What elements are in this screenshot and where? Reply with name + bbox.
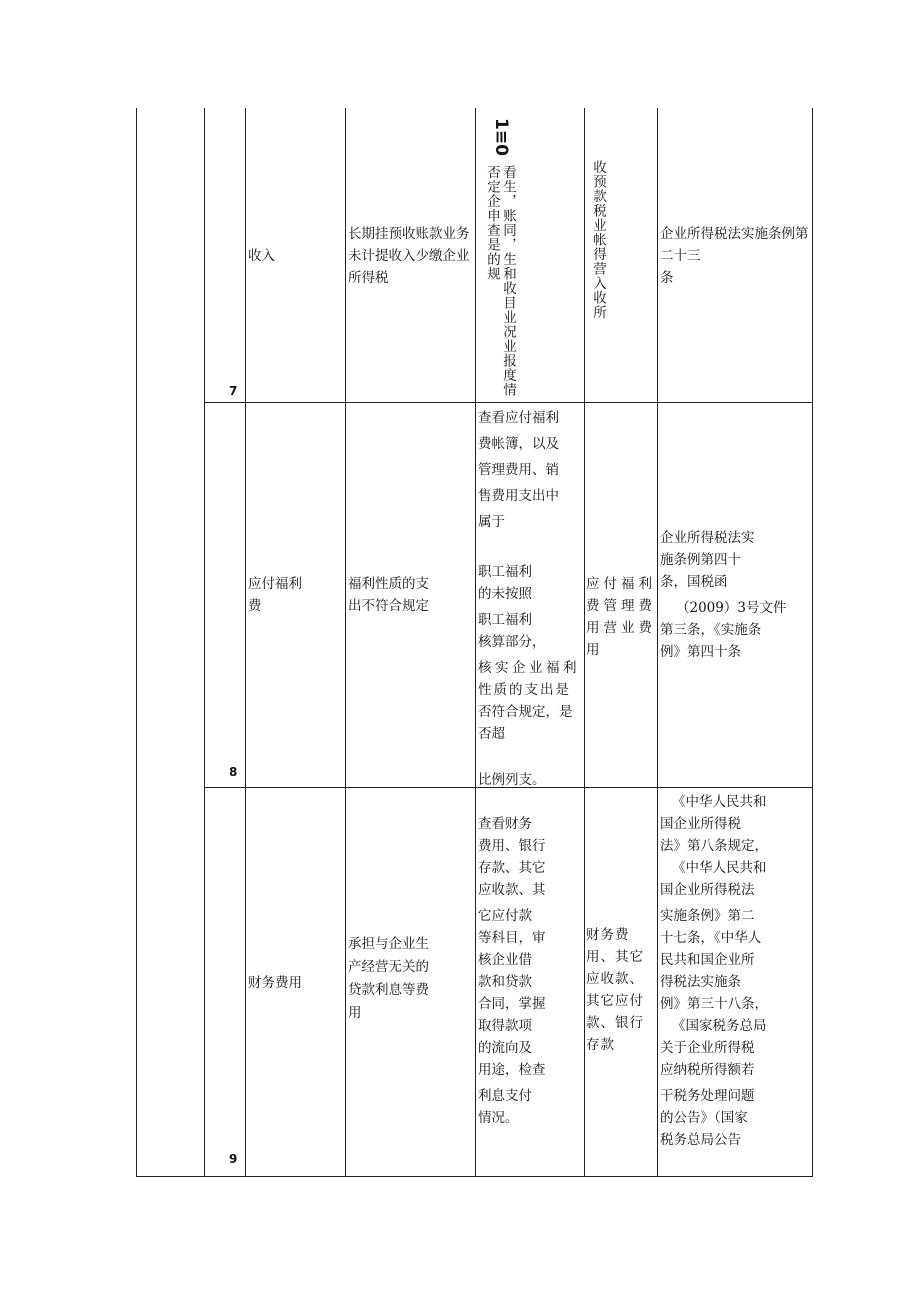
table-col-line-5 <box>584 108 585 1177</box>
basis-line: 税务总局公告 <box>660 1132 741 1148</box>
check-line: 的未按照 <box>478 586 532 602</box>
issue-description: 承担与企业生 产经营无关的 贷款利息等费 用 <box>348 936 429 1021</box>
issue-description: 福利性质的支 出不符合规定 <box>348 576 429 614</box>
check-line <box>478 744 583 766</box>
row-divider-7-8 <box>204 402 813 403</box>
account-list: 应付福利费管理费用营业费用 <box>586 576 656 658</box>
item-name: 应付福利 费 <box>248 576 302 614</box>
check-line: 属于 <box>478 514 505 530</box>
check-line: 合同，掌握 <box>478 996 546 1012</box>
check-line: 管理费用、销 <box>478 462 559 478</box>
basis-line: 国企业所得税 <box>660 816 741 832</box>
check-line: 职工福利 <box>478 564 532 580</box>
check-line <box>478 532 583 554</box>
basis-line: 施条例第四十 <box>660 552 741 568</box>
account-vertical: 收预款税业帐得营入收所 <box>590 160 606 320</box>
legal-basis <box>660 526 812 662</box>
check-line: 核企业借 <box>478 952 532 968</box>
row-number: 8 <box>229 765 238 779</box>
basis-line: （2009）3号文件 <box>676 600 787 616</box>
issue-description: 长期挂预收账款业务未计提收入少缴企业所得税 <box>348 226 470 286</box>
check-line: 的流向及 <box>478 1040 532 1056</box>
check-line: 查看财务 <box>478 816 532 832</box>
check-line: 比例列支。 <box>478 772 546 788</box>
account-list: 财务费用、其它应收款、其它应付款、银行存款 <box>586 927 644 1053</box>
table-col-line-2 <box>245 108 246 1177</box>
check-line: 存款、其它 <box>478 860 546 876</box>
check-line: 售费用支出中 <box>478 488 559 504</box>
check-line: 款和贷款 <box>478 974 532 990</box>
basis-line: 国企业所得税法 <box>660 882 755 898</box>
check-line: 性质的支出是 <box>478 682 571 698</box>
basis-line: 干税务处理问题 <box>660 1088 755 1104</box>
basis-line: 得税法实施条 <box>660 974 741 990</box>
table-col-line-6 <box>657 108 658 1177</box>
table-border-bottom <box>136 1176 813 1177</box>
check-method <box>478 406 583 790</box>
check-line: 否符合规定，是 <box>478 704 573 720</box>
row-number: 9 <box>229 1152 238 1166</box>
check-line: 等科目，审 <box>478 930 546 946</box>
basis-line: 十七条，《中华人 <box>660 930 762 946</box>
basis-line: 条，国税函 <box>660 574 728 590</box>
legal-basis: 企业所得税法实施条例第二十三 条 <box>660 226 809 286</box>
basis-line: 例》第四十条 <box>660 644 741 660</box>
table-border-right <box>812 108 813 1177</box>
check-line: 取得款项 <box>478 1018 532 1034</box>
check-line: 核算部分， <box>478 634 546 650</box>
table-border-left <box>136 108 137 1177</box>
basis-line: 关于企业所得税 <box>660 1040 755 1056</box>
basis-line: 《中华人民共和 <box>672 860 767 876</box>
check-method <box>478 812 583 1128</box>
table-col-line-1 <box>204 108 205 1177</box>
check-line: 费帐簿，以及 <box>478 436 559 452</box>
basis-line: 第三条，《实施条 <box>660 622 762 638</box>
basis-line: 实施条例》第二 <box>660 908 755 924</box>
table-col-line-3 <box>345 108 346 1177</box>
check-line: 查看应付福利 <box>478 410 559 426</box>
basis-line: 的公告》（国家 <box>660 1110 748 1126</box>
check-line: 情况。 <box>478 1110 519 1126</box>
check-line: 核实企业福利 <box>478 660 580 676</box>
item-name: 收入 <box>248 248 275 264</box>
check-line: 它应付款 <box>478 908 532 924</box>
table-col-line-4 <box>475 108 476 1177</box>
basis-line: 《国家税务总局 <box>672 1018 767 1034</box>
check-mark: 1≡0 <box>491 118 511 156</box>
check-method-vertical: 看生，账同，生和收目业况业报度情否定企申查是的规 <box>484 165 516 397</box>
basis-line: 应纳税所得额若 <box>660 1062 755 1078</box>
check-line: 否超 <box>478 726 505 742</box>
basis-line: 《中华人民共和 <box>672 794 767 810</box>
basis-line: 法》第八条规定， <box>660 838 768 854</box>
basis-line: 企业所得税法实 <box>660 530 755 546</box>
check-line: 利息支付 <box>478 1088 532 1104</box>
basis-line: 民共和国企业所 <box>660 952 755 968</box>
item-name: 财务费用 <box>248 975 302 991</box>
check-line: 职工福利 <box>478 612 532 628</box>
check-line: 应收款、其 <box>478 882 546 898</box>
row-number: 7 <box>229 384 238 398</box>
legal-basis <box>660 790 812 1150</box>
check-line: 费用、银行 <box>478 838 546 854</box>
basis-line: 例》第三十八条， <box>660 996 768 1012</box>
check-line: 用途，检查 <box>478 1062 546 1078</box>
